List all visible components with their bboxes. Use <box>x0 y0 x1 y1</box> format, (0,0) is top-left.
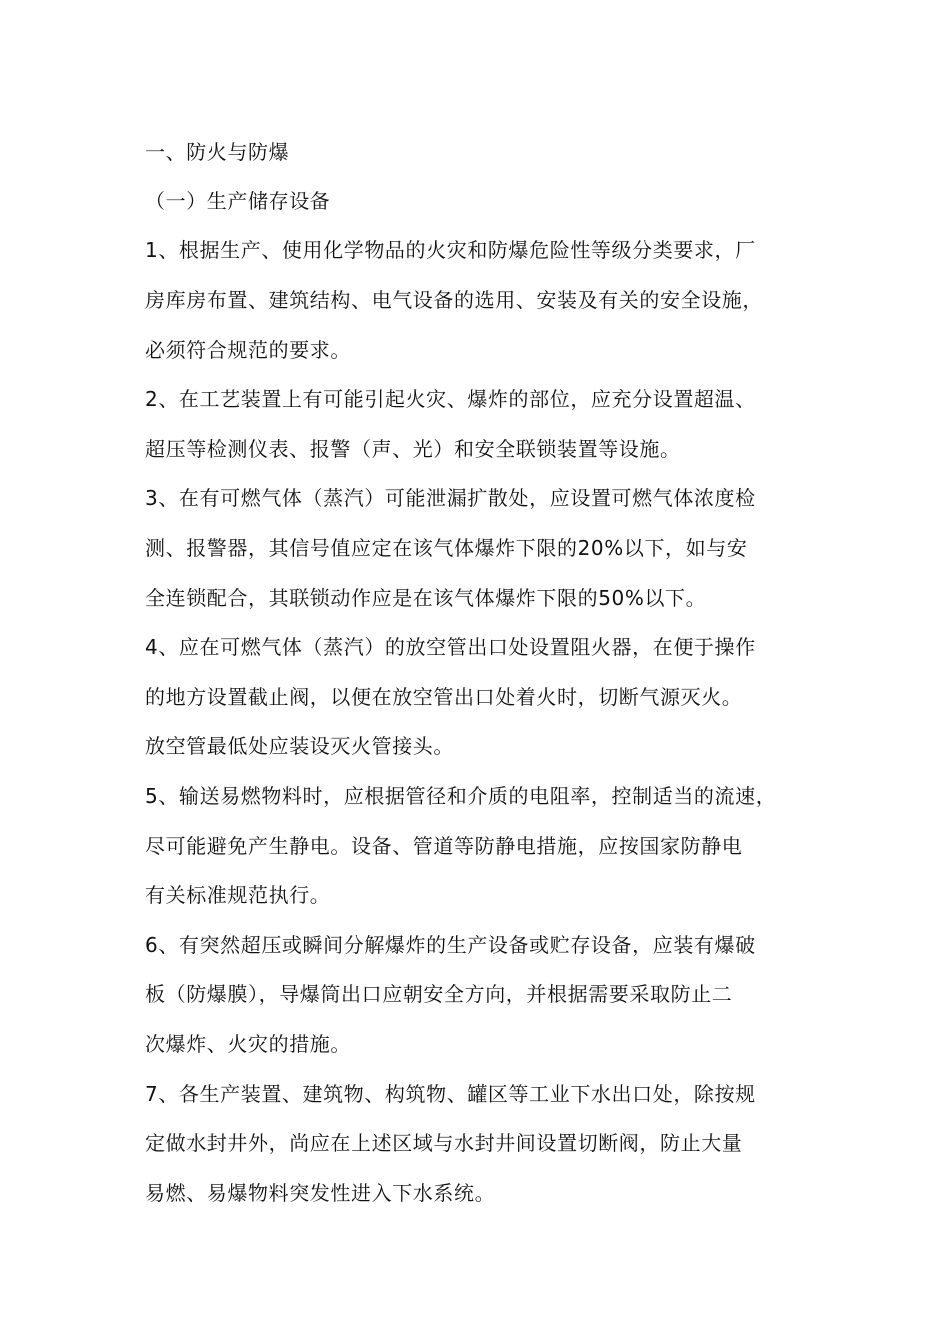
subsection-heading: （一）生产储存设备 <box>145 189 331 213</box>
paragraph-4-line-3: 放空管最低处应装设灭火管接头。 <box>145 734 454 758</box>
paragraph-4-line-1: 4、应在可燃气体（蒸汽）的放空管出口处设置阻火器，在便于操作 <box>145 635 756 659</box>
paragraph-7-line-3: 易燃、易爆物料突发性进入下水系统。 <box>145 1181 496 1205</box>
paragraph-3-line-2: 测、报警器，其信号值应定在该气体爆炸下限的20%以下，如与安 <box>145 536 748 560</box>
paragraph-2-line-2: 超压等检测仪表、报警（声、光）和安全联锁装置等设施。 <box>145 437 681 461</box>
paragraph-6-line-2: 板（防爆膜），导爆筒出口应朝安全方向，并根据需要采取防止二 <box>145 982 733 1006</box>
paragraph-6-line-1: 6、有突然超压或瞬间分解爆炸的生产设备或贮存设备，应装有爆破 <box>145 933 756 957</box>
paragraph-5-line-2: 尽可能避免产生静电。设备、管道等防静电措施，应按国家防静电 <box>145 834 743 858</box>
paragraph-7-line-1: 7、各生产装置、建筑物、构筑物、罐区等工业下水出口处，除按规 <box>145 1082 756 1106</box>
paragraph-1-line-1: 1、根据生产、使用化学物品的火灾和防爆危险性等级分类要求，厂 <box>145 238 756 262</box>
paragraph-5-line-1: 5、输送易燃物料时，应根据管径和介质的电阻率，控制适当的流速， <box>145 784 777 808</box>
paragraph-5-line-3: 有关标准规范执行。 <box>145 883 331 907</box>
paragraph-7-line-2: 定做水封井外，尚应在上述区域与水封井间设置切断阀，防止大量 <box>145 1131 743 1155</box>
paragraph-1-line-3: 必须符合规范的要求。 <box>145 338 351 362</box>
paragraph-4-line-2: 的地方设置截止阀，以便在放空管出口处着火时，切断气源灭火。 <box>145 685 743 709</box>
paragraph-2-line-1: 2、在工艺装置上有可能引起火灾、爆炸的部位，应充分设置超温、 <box>145 387 756 411</box>
paragraph-1-line-2: 房库房布置、建筑结构、电气设备的选用、安装及有关的安全设施， <box>145 288 763 312</box>
paragraph-3-line-3: 全连锁配合，其联锁动作应是在该气体爆炸下限的50%以下。 <box>145 586 707 610</box>
section-heading: 一、防火与防爆 <box>145 140 290 164</box>
paragraph-3-line-1: 3、在有可燃气体（蒸汽）可能泄漏扩散处，应设置可燃气体浓度检 <box>145 486 756 510</box>
paragraph-6-line-3: 次爆炸、火灾的措施。 <box>145 1032 351 1056</box>
